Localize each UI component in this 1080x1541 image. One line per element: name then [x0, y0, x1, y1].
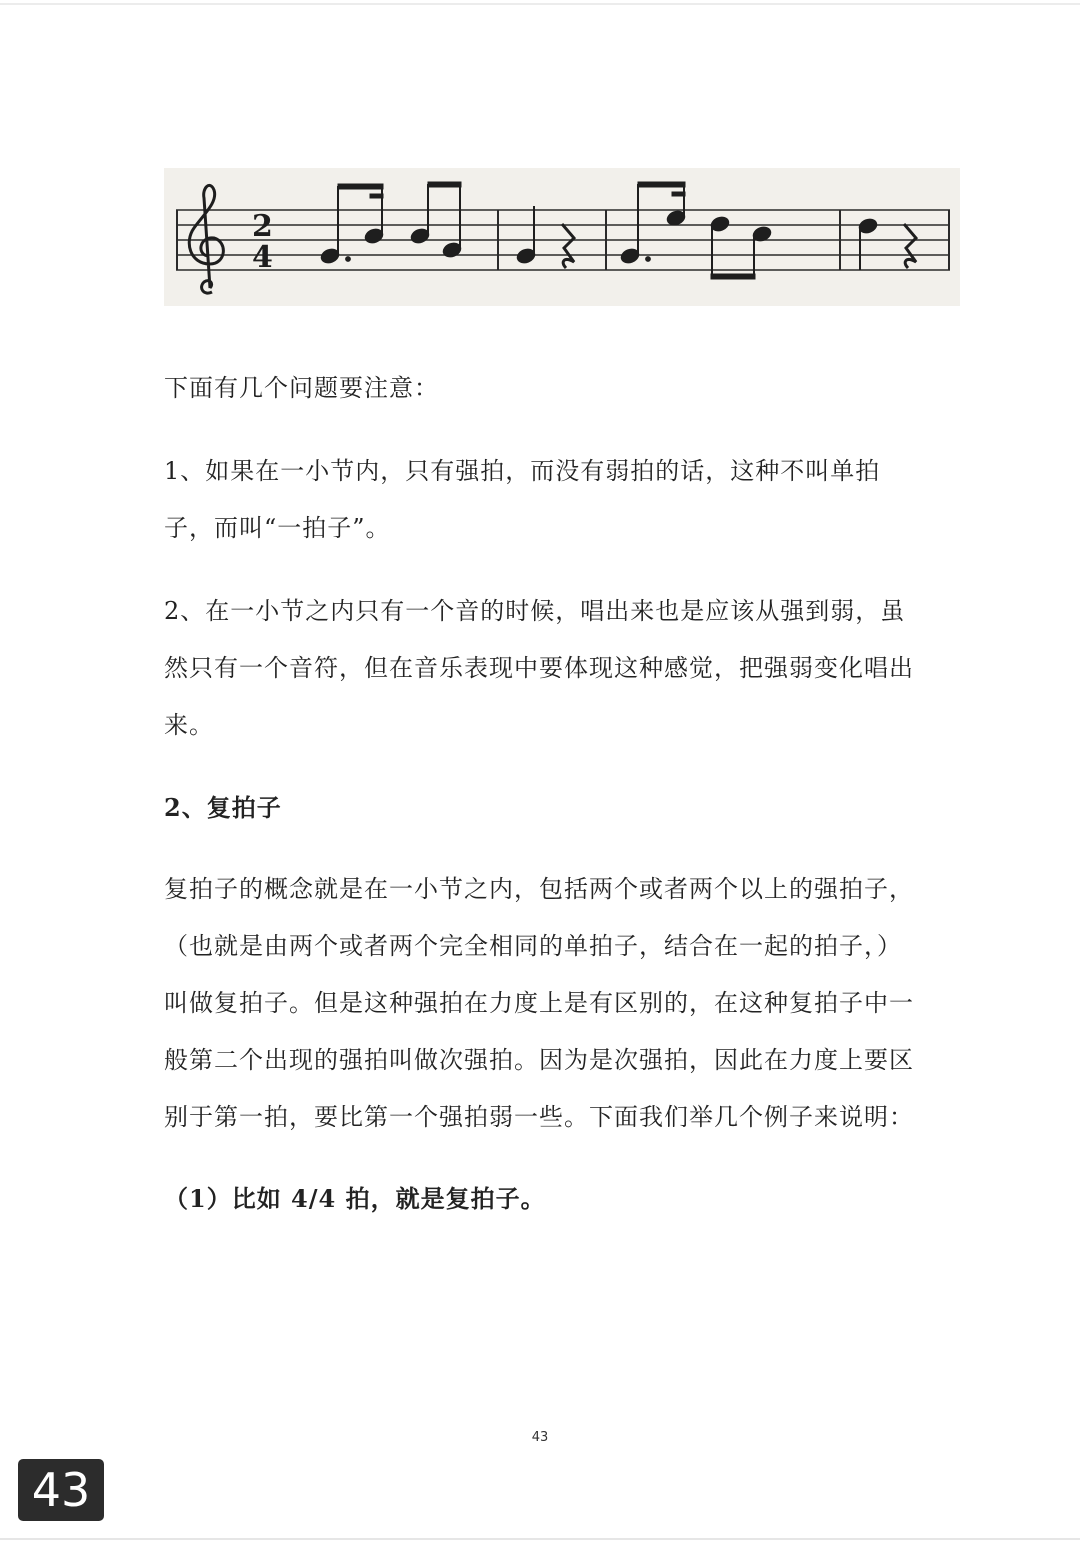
page-number: 43	[531, 1430, 549, 1445]
note-dot	[646, 257, 651, 262]
notes-measure-2	[515, 206, 574, 268]
music-staff	[164, 168, 960, 306]
page-indicator-badge: 43	[18, 1459, 104, 1521]
note-beam	[638, 182, 685, 187]
music-score-image	[164, 168, 960, 306]
note-beam	[672, 192, 685, 196]
quarter-rest-icon	[562, 224, 574, 268]
notes-measure-3	[619, 182, 772, 279]
example-heading: （1）比如 4/4 拍，就是复拍子。	[164, 1184, 546, 1213]
top-divider	[0, 3, 1080, 5]
section-heading: 2、复拍子	[164, 793, 282, 822]
time-signature-bottom: 4	[252, 240, 273, 275]
compound-meter-paragraph: 复拍子的概念就是在一小节之内，包括两个或者两个以上的强拍子，（也就是由两个或者两个完全相同的单拍子，结合在一起的拍子，）叫做复拍子。但是这种强拍在力度上是有区别的，在这种复拍子中一般第二个出现的强拍叫做次强拍。因为是次强拍，因此在力度上要区别于第一拍，要比第一个强拍弱一些。下面我们举几个例子来说明：	[164, 875, 914, 1131]
bottom-divider	[0, 1538, 1080, 1540]
note-point-1: 1、如果在一小节内，只有强拍，而没有弱拍的话，这种不叫单拍子，而叫“一拍子”。	[164, 457, 881, 542]
note-beam	[428, 182, 461, 187]
note-dot	[346, 257, 351, 262]
note-beam	[370, 194, 383, 198]
time-signature-top: 2	[252, 209, 273, 244]
intro-paragraph: 下面有几个问题要注意：	[164, 374, 439, 402]
note-beam	[711, 274, 755, 279]
quarter-rest-icon	[904, 224, 916, 268]
notes-measure-1	[319, 182, 462, 265]
note-beam	[338, 184, 383, 189]
note-point-2: 2、在一小节之内只有一个音的时候，唱出来也是应该从强到弱，虽然只有一个音符，但在音乐表现中要体现这种感觉，把强弱变化唱出来。	[164, 597, 914, 739]
